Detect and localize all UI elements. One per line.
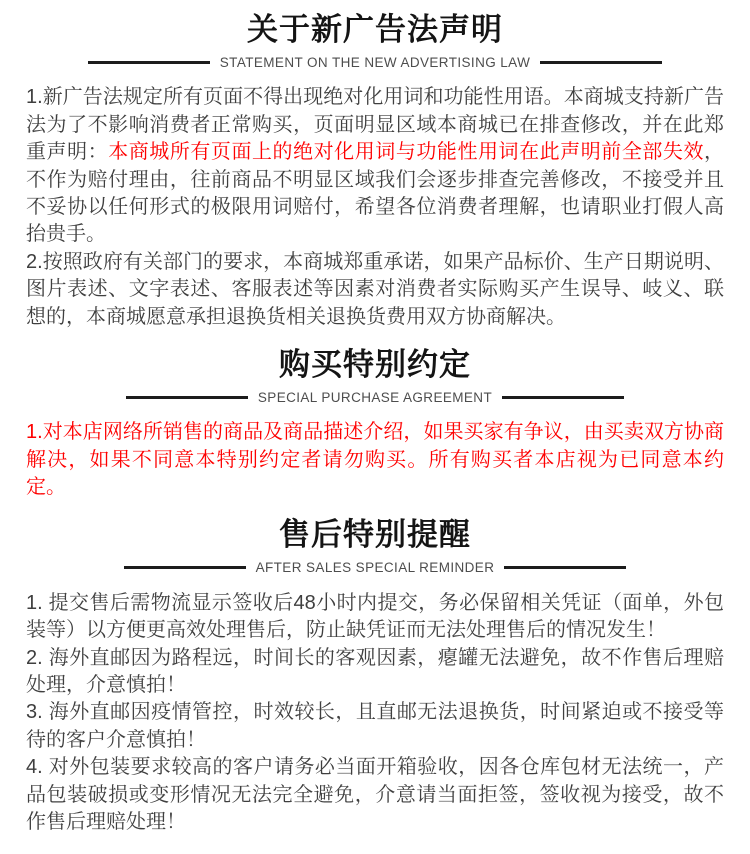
body-text: 3. 海外直邮因疫情管控，时效较长，且直邮无法退换货，时间紧迫或不接受等待的客户介意慎拍！: [26, 701, 724, 751]
notice-section: [26, 515, 724, 836]
section-subtitle: [26, 559, 724, 577]
section-title: 售后特别提醒: [279, 517, 471, 553]
paragraph: [26, 699, 724, 754]
notice-section: [26, 345, 724, 502]
paragraph: [26, 84, 724, 248]
paragraph: [26, 754, 724, 836]
section-title: 关于新广告法声明: [247, 12, 503, 47]
highlighted-red-text: 本商城所有页面上的绝对化用词与功能性用词在此声明前全部失效: [108, 141, 705, 164]
body-text: 2.按照政府有关部门的要求，本商城郑重承诺，如果产品标价、生产日期说明、图片表述、文字表述、客服表述等因素对消费者实际购买产生误导、岐义、联想的，本商城愿意承担退换货相关退换货费用双方协商解决。: [26, 250, 724, 328]
body-text: 1. 提交售后需物流显示签收后48小时内提交，务必保留相关凭证（面单，外包装等）以方便更高效处理售后，防止缺凭证而无法处理售后的情况发生！: [26, 591, 724, 642]
divider-line-right: [504, 566, 626, 569]
paragraph: [26, 590, 724, 645]
divider-line-left: [124, 566, 246, 569]
section-subtitle-text: AFTER SALES SPECIAL REMINDER: [255, 560, 495, 576]
body-text: 2. 海外直邮因为路程远，时间长的客观因素，瘪罐无法避免，故不作售后理赔处理，介意慎拍！: [26, 646, 724, 696]
section-subtitle-text: SPECIAL PURCHASE AGREEMENT: [257, 389, 493, 405]
paragraph: [26, 249, 724, 331]
section-subtitle: [26, 53, 724, 71]
divider-line-left: [88, 61, 210, 64]
section-body: [26, 590, 724, 837]
notice-section: [26, 10, 724, 331]
section-body: [26, 84, 724, 331]
divider-line-right: [502, 396, 624, 399]
paragraph: [26, 419, 724, 501]
body-text: 1.新广告法规定所有页面不得出现绝对化用词和功能性用语。本商城支持新广告法为了不影响消费者正常购买，页面明显区域本商城已在排查修改，并在此郑重声明：: [26, 86, 724, 164]
body-text: ，不作为赔付理由，往前商品不明显区域我们会逐步排查完善修改，不接受并且不妥协以任何形式的极限用词赔付，希望各位消费者理解，也请职业打假人高抬贵手。: [26, 141, 725, 246]
paragraph: [26, 645, 724, 700]
section-subtitle-text: STATEMENT ON THE NEW ADVERTISING LAW: [219, 54, 531, 70]
highlighted-red-text: 1.对本店网络所销售的商品及商品描述介绍，如果买家有争议，由买卖双方协商解决，如果不同意本特别约定者请勿购买。所有购买者本店视为已同意本约定。: [26, 421, 724, 499]
section-title: 购买特别约定: [279, 346, 471, 382]
section-subtitle: [26, 388, 724, 406]
body-text: 4. 对外包装要求较高的客户请务必当面开箱验收，因各仓库包材无法统一，产品包装破损或变形情况无法完全避免，介意请当面拒签，签收视为接受，故不作售后理赔处理！: [26, 756, 724, 834]
divider-line-right: [540, 61, 662, 64]
divider-line-left: [126, 396, 248, 399]
section-body: [26, 419, 724, 501]
